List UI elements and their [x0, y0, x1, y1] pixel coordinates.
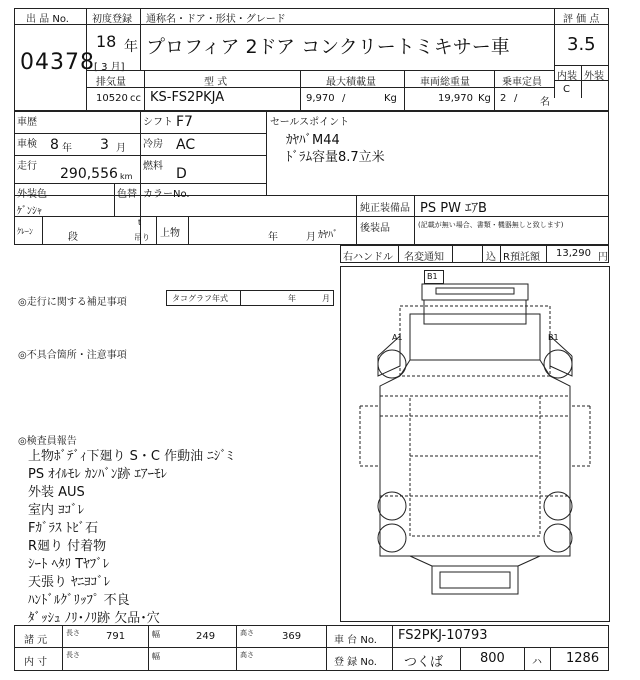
mileage: 290,556	[60, 166, 118, 182]
upper-month-unit: 月	[306, 232, 316, 243]
max-load-label: 最大積載量	[326, 77, 376, 88]
ext-color-label: 外装色	[17, 189, 47, 200]
aircon: AC	[176, 137, 196, 153]
inner-length-label: 長さ	[66, 651, 80, 659]
car-name: プロフィア 2ドア コンクリートミキサー車	[146, 36, 510, 58]
inspection-label: 車検	[17, 139, 37, 150]
report-line: 室内 ﾖｺﾞﾚ	[28, 503, 85, 518]
mark-b1-top-label: B1	[427, 272, 438, 281]
reg-kana: ハ	[532, 657, 542, 668]
crane-steps: 段	[68, 232, 78, 243]
equipment-label: 純正装備品	[360, 203, 410, 214]
capacity-label: 乗車定員	[502, 77, 542, 88]
fuel: D	[176, 166, 187, 182]
gross-weight: 19,970	[438, 93, 473, 104]
chassis-label: 車 台 No.	[334, 635, 377, 646]
first-reg-label: 初度登録	[92, 14, 132, 25]
displacement-label: 排気量	[96, 77, 126, 88]
mark-b1-side-label: B1	[548, 333, 559, 342]
mileage-label: 走行	[17, 161, 37, 172]
sales-point-2: ﾄﾞﾗﾑ容量8.7立米	[286, 150, 385, 165]
width-label: 幅	[152, 630, 160, 639]
name-label: 通称名・ドア・形状・グレード	[146, 14, 286, 25]
max-load-sep: /	[342, 93, 346, 104]
model: KS-FS2PKJA	[150, 90, 225, 105]
aftermarket-label: 後装品	[360, 223, 390, 234]
lot-no: 04378	[20, 50, 95, 75]
inspection-month-unit: 月	[116, 143, 126, 154]
exterior-grade-label: 外装	[584, 71, 604, 82]
sales-point-1: ｶﾔﾊﾞM44	[286, 133, 340, 148]
tacho-month: 月	[322, 294, 330, 303]
equipment-value: PS PW ｴｱB	[420, 201, 487, 216]
grade-label: 評 価 点	[563, 14, 600, 25]
shift-label: シフト	[143, 117, 173, 128]
displacement: 10520	[96, 93, 128, 104]
supplement-label: ◎走行に関する補足事項	[18, 297, 127, 308]
crane-hanging: 吊り	[134, 233, 150, 242]
inner-height-label: 高さ	[240, 651, 254, 659]
report-line: 外装 AUS	[28, 485, 85, 500]
gross-weight-unit: Kg	[478, 93, 491, 104]
crane-ton: t	[138, 218, 142, 227]
report-line: ｼｰﾄ ﾍﾀﾘ Tﾔﾌﾞﾚ	[28, 557, 110, 572]
gross-weight-label: 車両総重量	[420, 77, 470, 88]
crane-label: ｸﾚｰﾝ	[17, 227, 33, 236]
reg-class: 800	[480, 651, 505, 666]
max-load: 9,970	[306, 93, 335, 104]
length-value: 791	[106, 631, 126, 642]
defect-label: ◎不具合箇所・注意事項	[18, 350, 127, 361]
fuel-label: 燃料	[143, 161, 163, 172]
inner-dims-label: 内 寸	[24, 657, 48, 668]
interior-grade-label: 内装	[557, 71, 577, 82]
color-no-label: カラーNo.	[143, 189, 190, 200]
recycle-value: 13,290	[556, 248, 591, 259]
report-line: R廻り 付着物	[28, 539, 107, 554]
mileage-unit: km	[120, 172, 133, 181]
sales-points-label: セールスポイント	[270, 117, 350, 128]
lot-no-label: 出 品 No.	[26, 14, 69, 25]
model-label: 型 式	[204, 77, 228, 88]
upper-maker: ｶﾔﾊﾞ	[318, 230, 338, 241]
upper-label: 上物	[160, 228, 180, 239]
reg-area: つくば	[404, 655, 444, 670]
history-label: 車歴	[17, 117, 37, 128]
capacity: 2	[500, 93, 507, 104]
inspection-month: 3	[100, 137, 109, 153]
report-line: ﾊﾝﾄﾞﾙｸﾞﾘｯﾌﾟ 不良	[28, 593, 130, 608]
inspection-year-unit: 年	[62, 143, 72, 154]
bottom-frame	[14, 625, 609, 671]
capacity-unit: 名	[540, 97, 550, 108]
aftermarket-note: (記載が無い場合、書類・機器無しと致します)	[418, 221, 564, 229]
reg-label: 登 録 No.	[334, 657, 377, 668]
chassis-no: FS2PKJ-10793	[398, 628, 488, 643]
recycle-label: R預託額	[503, 252, 540, 263]
handle-side: 右ハンドル	[343, 252, 393, 263]
first-reg-year: 18	[96, 32, 117, 51]
color-change-label: 色替	[117, 189, 137, 200]
length-label: 長さ	[66, 629, 80, 637]
interior-grade: C	[563, 84, 570, 95]
width-value: 249	[196, 631, 216, 642]
tax-mark: 込	[486, 252, 496, 263]
report-line: 上物ﾎﾞﾃﾞｨ下廻り S・C 作動油 ﾆｼﾞﾐ	[28, 449, 234, 464]
recycle-yen: 円	[598, 252, 608, 263]
report-line: 天張り ﾔﾆﾖｺﾞﾚ	[28, 575, 111, 590]
truck-diagram	[340, 266, 610, 622]
upper-year-unit: 年	[268, 232, 278, 243]
name-change-label: 名変通知	[404, 252, 444, 263]
first-reg-year-unit: 年	[124, 39, 138, 55]
height-value: 369	[282, 631, 302, 642]
report-line: ﾀﾞｯｼｭ ﾉﾘ･ﾉﾘ跡 欠品･穴	[28, 611, 160, 626]
height-label: 高さ	[240, 629, 254, 637]
capacity-sep: /	[514, 93, 518, 104]
mark-a1-label: A1	[392, 333, 403, 342]
shift: F7	[176, 114, 193, 130]
inspector-label: ◎検査員報告	[18, 436, 77, 447]
reg-number: 1286	[566, 651, 600, 666]
displacement-unit: cc	[130, 93, 141, 104]
max-load-unit: Kg	[384, 93, 397, 104]
inner-width-label: 幅	[152, 652, 160, 661]
inspection-year: 8	[50, 137, 59, 153]
aircon-label: 冷房	[143, 139, 163, 150]
report-line: Fｶﾞﾗｽ ﾄﾋﾞ石	[28, 521, 99, 536]
first-reg-month: [ 3 月]	[94, 62, 125, 73]
tacho-year: 年	[288, 294, 296, 303]
ext-color: ｹﾞﾝｼｬ	[17, 206, 42, 217]
dims-label: 諸 元	[24, 635, 48, 646]
tacho-label: タコグラフ年式	[172, 294, 228, 303]
grade-value: 3.5	[567, 34, 596, 55]
report-line: PS ｵｲﾙﾓﾚ ｶﾝﾊﾞﾝ跡 ｴｱｰﾓﾚ	[28, 467, 167, 482]
